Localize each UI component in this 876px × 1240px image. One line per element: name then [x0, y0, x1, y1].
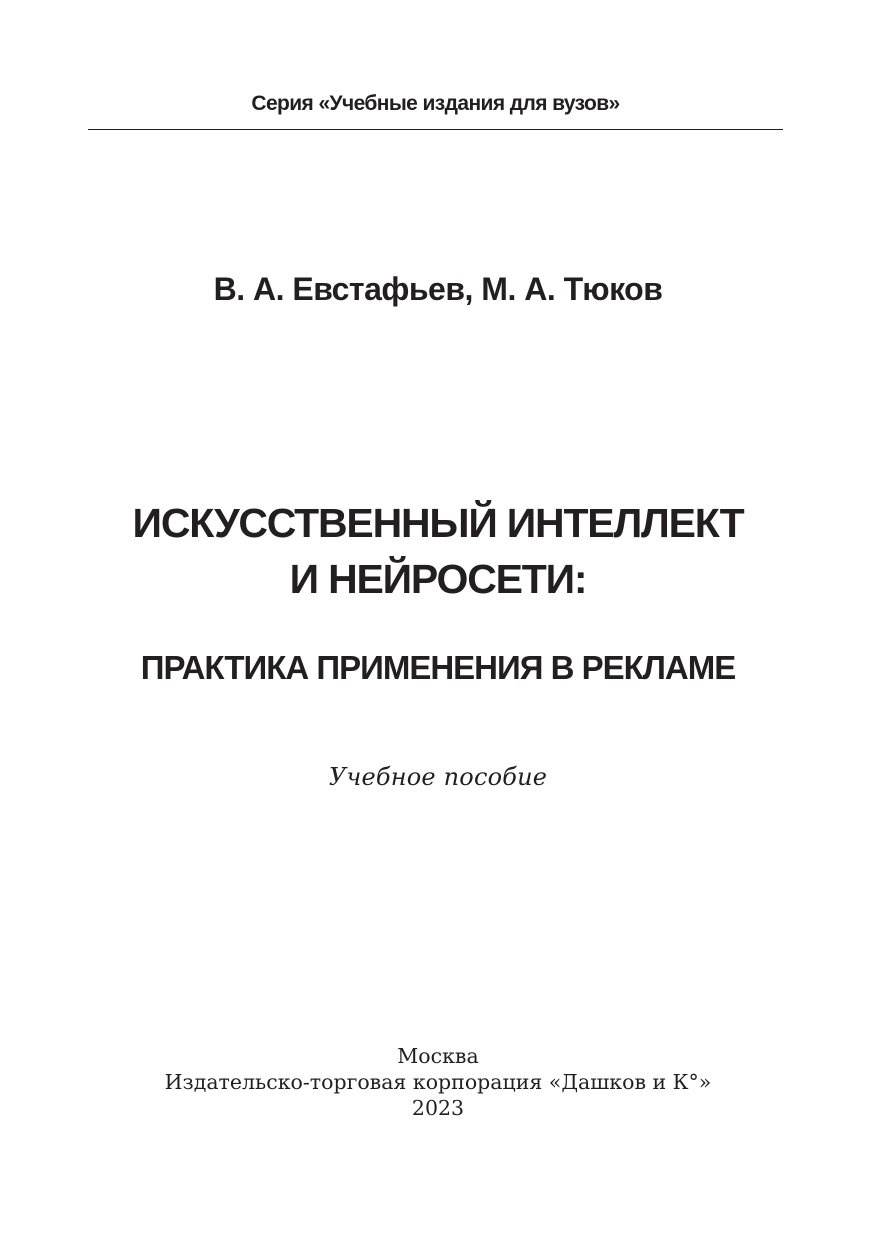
imprint-city: Москва	[397, 1044, 479, 1068]
book-title-line-2: И НЕЙРОСЕТИ:	[289, 556, 587, 602]
imprint-publisher: Издательско-торговая корпорация «Дашков и К°»	[164, 1070, 712, 1094]
book-subtitle: ПРАКТИКА ПРИМЕНЕНИЯ В РЕКЛАМЕ	[140, 649, 736, 686]
header-divider	[88, 129, 783, 130]
imprint	[0, 1043, 876, 1121]
publication-type: Учебное пособие	[328, 763, 548, 791]
book-title	[0, 495, 876, 607]
authors: В. А. Евстафьев, М. А. Тюков	[213, 271, 663, 307]
series-heading: Серия «Учебные издания для вузов»	[251, 92, 620, 115]
book-title-line-1: ИСКУССТВЕННЫЙ ИНТЕЛЛЕКТ	[132, 500, 744, 546]
imprint-year: 2023	[411, 1096, 465, 1120]
